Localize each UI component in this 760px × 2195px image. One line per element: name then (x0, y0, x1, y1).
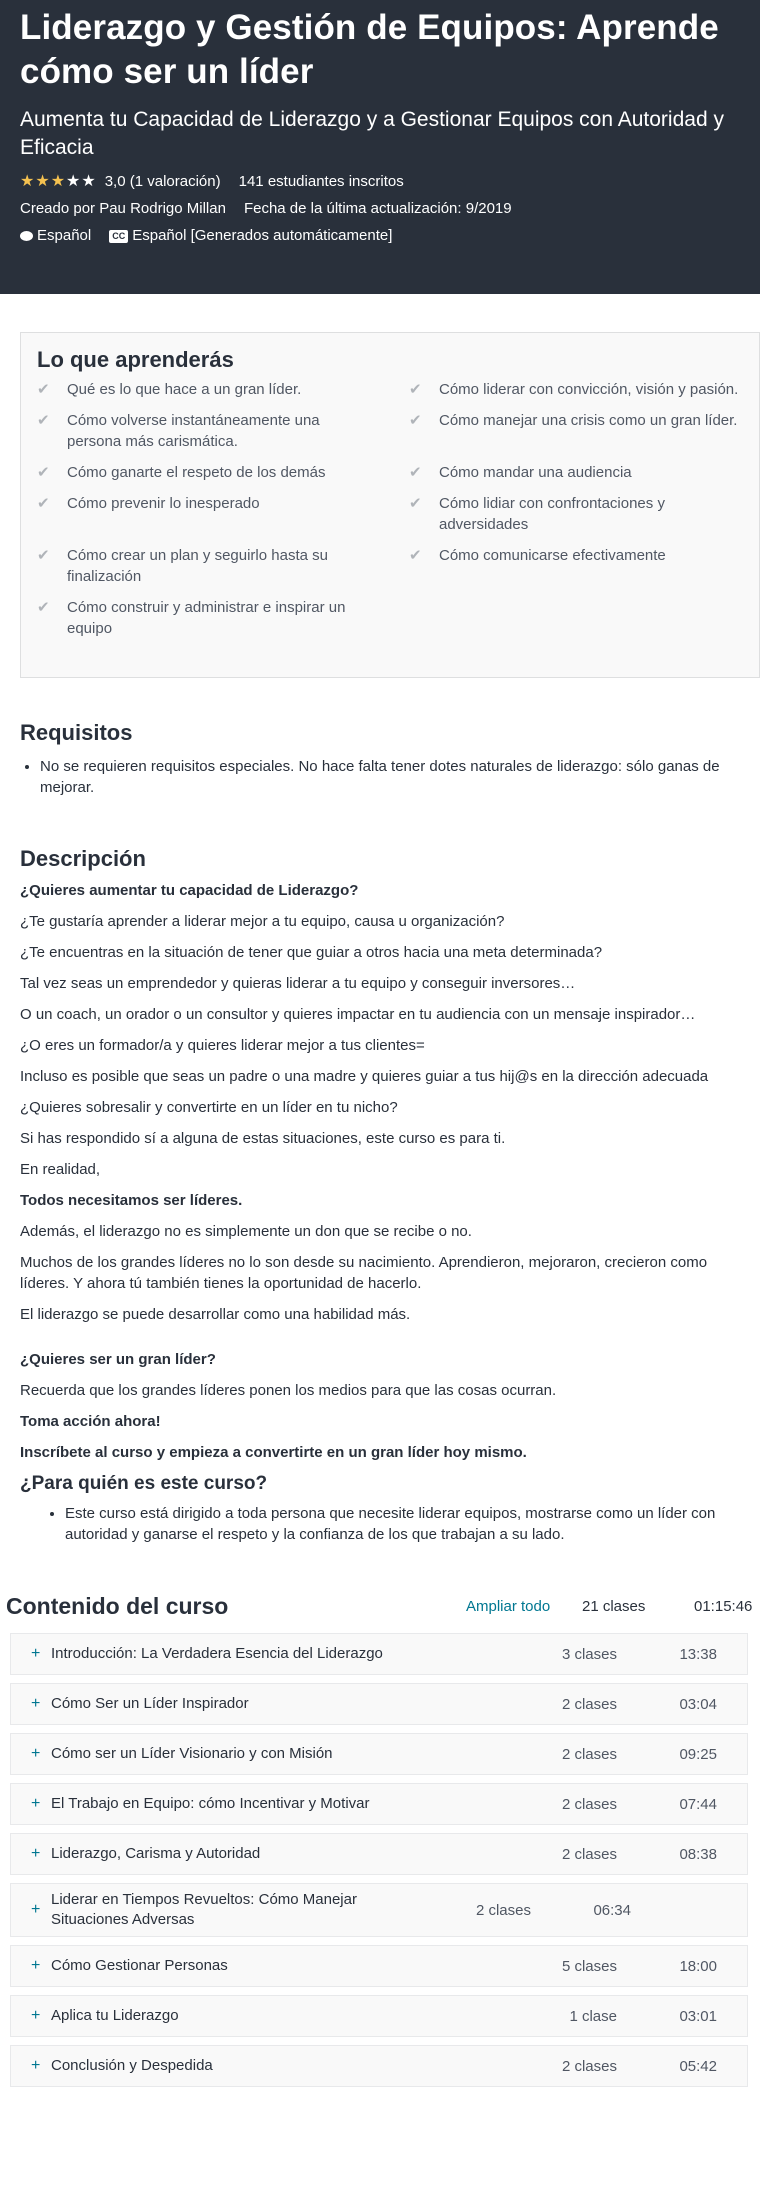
curriculum-section[interactable] (10, 2045, 748, 2087)
course-language: Español (37, 227, 92, 244)
learn-item: ✔ Qué es lo que hace a un gran líder. (37, 381, 302, 398)
learn-item: ✔ Cómo crear un plan y seguirlo hasta su finalización (37, 547, 328, 585)
section-duration: 08:38 (679, 1845, 717, 1863)
total-duration: 01:15:46 (694, 1597, 753, 1615)
curriculum-section[interactable] (10, 1883, 748, 1937)
speech-bubble-icon (20, 231, 33, 241)
plus-icon: + (31, 1745, 41, 1762)
star-rating (20, 172, 97, 192)
check-icon: ✔ (409, 412, 422, 429)
description-paragraph: ¿Quieres aumentar tu capacidad de Liderazgo? (20, 882, 359, 899)
check-icon: ✔ (409, 381, 422, 398)
star-icon: ★ (66, 173, 82, 190)
section-lectures: 1 clase (569, 2007, 617, 2025)
course-subtitle: Aumenta tu Capacidad de Liderazgo y a Gestionar Equipos con Autoridad y Eficacia (20, 108, 724, 159)
description-paragraph: Si has respondido sí a alguna de estas situaciones, este curso es para ti. (20, 1130, 506, 1147)
description-paragraph: ¿O eres un formador/a y quieres liderar mejor a tus clientes= (20, 1037, 425, 1054)
description-paragraph: El liderazgo se puede desarrollar como una habilidad más. (20, 1306, 411, 1323)
star-icon: ★ (81, 173, 97, 190)
rating-row (20, 172, 740, 192)
plus-icon: + (31, 2057, 41, 2074)
section-title: Introducción: La Verdadera Esencia del Liderazgo (51, 1645, 383, 1662)
learn-item: ✔ Cómo prevenir lo inesperado (37, 493, 371, 535)
section-title: Cómo ser un Líder Visionario y con Misión (51, 1745, 333, 1762)
target-audience-heading: ¿Para quién es este curso? (20, 1473, 268, 1494)
curriculum-section[interactable] (10, 1733, 748, 1775)
description-section (0, 844, 760, 1545)
section-lectures: 2 clases (561, 1845, 617, 1863)
what-you-will-learn (20, 332, 760, 678)
target-audience-item: • Este curso está dirigido a toda persona que necesite liderar equipos, mostrarse como un líder con autoridad y ganarse el respeto y la confianza de los que trabajan a su lado. (65, 1503, 740, 1545)
description-paragraph: Inscríbete al curso y empieza a convertirte en un gran líder hoy mismo. (20, 1444, 527, 1461)
plus-icon: + (31, 1957, 41, 1974)
created-by[interactable]: Creado por Pau Rodrigo Millan (20, 200, 226, 217)
section-title: Cómo Ser un Líder Inspirador (51, 1695, 249, 1712)
description-paragraph: Recuerda que los grandes líderes ponen los medios para que las cosas ocurran. (20, 1382, 557, 1399)
check-icon: ✔ (37, 381, 50, 398)
check-icon: ✔ (37, 464, 50, 481)
section-title: El Trabajo en Equipo: cómo Incentivar y Motivar (51, 1795, 370, 1812)
curriculum-section[interactable] (10, 1945, 748, 1987)
check-icon: ✔ (37, 547, 50, 564)
description-paragraph: ¿Quieres sobresalir y convertirte en un líder en tu nicho? (20, 1099, 398, 1116)
learn-item: ✔ Cómo comunicarse efectivamente (409, 545, 743, 587)
section-title: Aplica tu Liderazgo (51, 2007, 179, 2024)
description-paragraph: Todos necesitamos ser líderes. (20, 1192, 243, 1209)
section-duration: 18:00 (679, 1957, 717, 1975)
section-lectures: 2 clases (561, 2057, 617, 2075)
star-icon: ★ (50, 173, 67, 190)
language-row (20, 226, 740, 246)
learn-item: ✔ Cómo manejar una crisis como un gran líder. (409, 410, 743, 452)
requirements-section (0, 718, 760, 798)
check-icon: ✔ (37, 495, 50, 512)
section-duration: 13:38 (679, 1645, 717, 1663)
requirements-heading: Requisitos (20, 720, 133, 745)
curriculum-section[interactable] (10, 1683, 748, 1725)
learn-heading: Lo que aprenderás (37, 347, 234, 372)
section-lectures: 2 clases (561, 1695, 617, 1713)
section-title: Cómo Gestionar Personas (51, 1957, 228, 1974)
description-paragraph: ¿Te gustaría aprender a liderar mejor a tu equipo, causa u organización? (20, 913, 505, 930)
curriculum-section[interactable] (10, 1833, 748, 1875)
section-duration: 05:42 (679, 2057, 717, 2075)
plus-icon: + (31, 1795, 41, 1812)
star-icon: ★ (35, 173, 51, 190)
check-icon: ✔ (409, 464, 422, 481)
total-lectures: 21 clases (582, 1597, 646, 1615)
learn-item: ✔ Cómo lidiar con confrontaciones y adversidades (409, 495, 665, 533)
section-duration: 03:01 (679, 2007, 717, 2025)
description-paragraph: Incluso es posible que seas un padre o una madre y quieres guiar a tus hij@s en la dirección adecuada (20, 1068, 709, 1085)
captions-language: Español [Generados automáticamente] (132, 227, 393, 244)
section-duration: 06:34 (593, 1901, 631, 1919)
description-paragraph: En realidad, (20, 1161, 101, 1178)
curriculum-section[interactable] (10, 1995, 748, 2037)
check-icon: ✔ (409, 547, 422, 564)
section-title: Conclusión y Despedida (51, 2057, 213, 2074)
description-heading: Descripción (20, 846, 146, 871)
expand-all-link[interactable]: Ampliar todo (466, 1597, 551, 1615)
rating-text[interactable]: 3,0 (1 valoración) (104, 173, 221, 190)
description-paragraph: Muchos de los grandes líderes no lo son desde su nacimiento. Aprendieron, mejoraron, crecieron como líderes. Y ahora tú también tienes la oportunidad de hacerlo. (20, 1254, 708, 1292)
star-icon: ★ (20, 173, 36, 190)
section-duration: 07:44 (679, 1795, 717, 1813)
section-lectures: 5 clases (561, 1957, 617, 1975)
learn-item: ✔ Cómo liderar con convicción, visión y pasión. (409, 381, 739, 398)
description-paragraph: ¿Quieres ser un gran líder? (20, 1351, 216, 1368)
learn-item: ✔ Cómo mandar una audiencia (409, 464, 632, 481)
section-lectures: 2 clases (561, 1795, 617, 1813)
section-duration: 03:04 (679, 1695, 717, 1713)
learn-item: ✔ Cómo construir y administrar e inspirar un equipo (37, 599, 346, 637)
learn-item: ✔ Cómo volverse instantáneamente una persona más carismática. (37, 412, 320, 450)
description-paragraph: ¿Te encuentras en la situación de tener que guiar a otros hacia una meta determinada? (20, 944, 603, 961)
curriculum-section[interactable] (10, 1783, 748, 1825)
course-content-heading: Contenido del curso (6, 1592, 229, 1619)
section-lectures: 2 clases (475, 1901, 531, 1919)
section-duration: 09:25 (679, 1745, 717, 1763)
check-icon: ✔ (37, 599, 50, 616)
plus-icon: + (31, 1845, 41, 1862)
curriculum-section[interactable] (10, 1633, 748, 1675)
description-paragraph: Tal vez seas un emprendedor y quieras liderar a tu equipo y conseguir inversores… (20, 975, 576, 992)
last-updated: Fecha de la última actualización: 9/2019 (243, 200, 512, 217)
check-icon: ✔ (37, 412, 50, 429)
course-header (0, 0, 760, 294)
section-lectures: 3 clases (561, 1645, 617, 1663)
requirement-item: • No se requieren requisitos especiales. No hace falta tener dotes naturales de liderazgo: sólo ganas de mejorar. (40, 756, 740, 798)
course-title: Liderazgo y Gestión de Equipos: Aprende cómo ser un líder (20, 8, 719, 91)
students-count: 141 estudiantes inscritos (238, 173, 404, 190)
section-title: Liderar en Tiempos Revueltos: Cómo Manejar Situaciones Adversas (51, 1891, 357, 1928)
learn-item: ✔ Cómo ganarte el respeto de los demás (37, 464, 326, 481)
check-icon: ✔ (409, 495, 422, 512)
target-audience (20, 1473, 740, 1545)
section-lectures: 2 clases (561, 1745, 617, 1763)
description-paragraph: O un coach, un orador o un consultor y quieres impactar en tu audiencia con un mensaje inspirador… (20, 1006, 696, 1023)
author-row (20, 199, 740, 219)
plus-icon: + (31, 1645, 41, 1662)
closed-captions-icon: CC (109, 230, 128, 243)
section-title: Liderazgo, Carisma y Autoridad (51, 1845, 261, 1862)
description-paragraph: Toma acción ahora! (20, 1413, 161, 1430)
course-content (0, 1589, 760, 2087)
description-paragraph: Además, el liderazgo no es simplemente un don que se recibe o no. (20, 1223, 472, 1240)
plus-icon: + (31, 2007, 41, 2024)
plus-icon: + (31, 1901, 41, 1918)
plus-icon: + (31, 1695, 41, 1712)
